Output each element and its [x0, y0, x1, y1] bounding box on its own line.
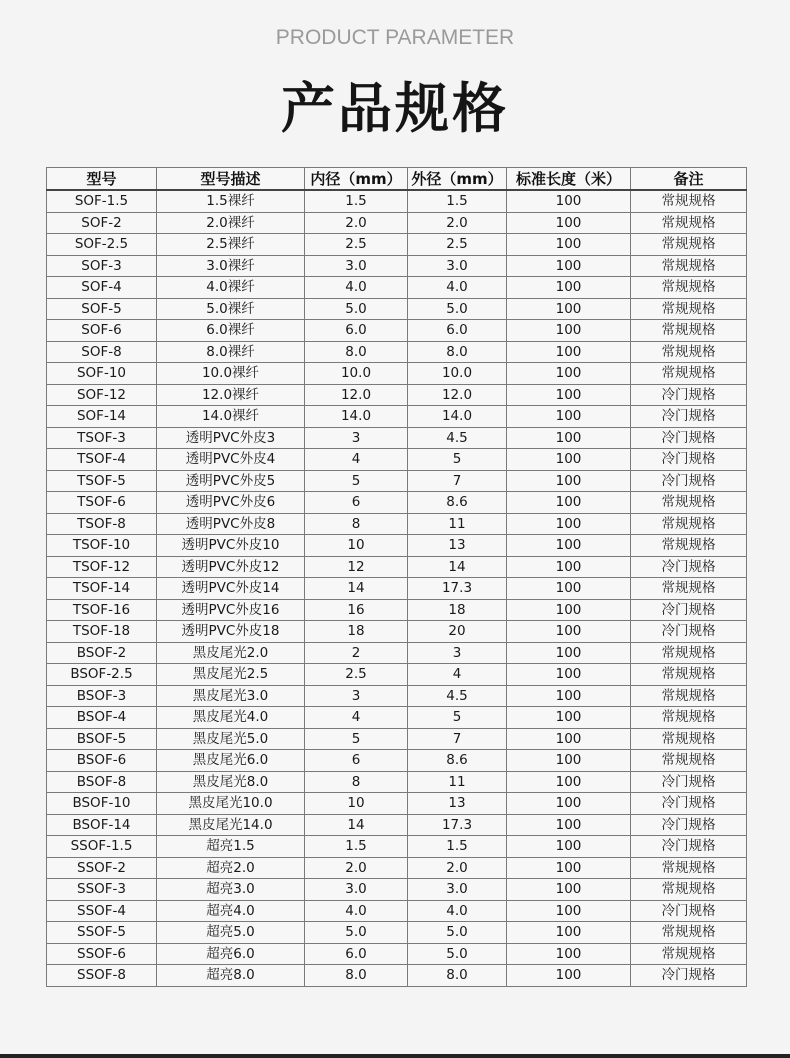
column-header-standard-length: 标准长度（米） — [507, 168, 631, 191]
cell-inner-diameter: 16 — [305, 599, 408, 621]
column-header-description: 型号描述 — [157, 168, 305, 191]
cell-inner-diameter: 2.5 — [305, 234, 408, 256]
cell-outer-diameter: 14.0 — [408, 406, 507, 428]
cell-description: 透明PVC外皮5 — [157, 470, 305, 492]
cell-model: BSOF-5 — [47, 728, 157, 750]
column-header-outer-diameter: 外径（mm） — [408, 168, 507, 191]
cell-model: SOF-4 — [47, 277, 157, 299]
cell-model: BSOF-14 — [47, 814, 157, 836]
cell-inner-diameter: 3 — [305, 427, 408, 449]
cell-model: BSOF-6 — [47, 750, 157, 772]
cell-model: SSOF-3 — [47, 879, 157, 901]
table-row — [47, 535, 747, 557]
cell-model: SOF-14 — [47, 406, 157, 428]
cell-inner-diameter: 12.0 — [305, 384, 408, 406]
cell-description: 黑皮尾光6.0 — [157, 750, 305, 772]
cell-inner-diameter: 4.0 — [305, 900, 408, 922]
cell-remark: 冷门规格 — [631, 771, 747, 793]
cell-description: 超亮8.0 — [157, 965, 305, 987]
cell-inner-diameter: 4 — [305, 707, 408, 729]
cell-description: 透明PVC外皮8 — [157, 513, 305, 535]
table-row — [47, 427, 747, 449]
table-row — [47, 384, 747, 406]
cell-remark: 冷门规格 — [631, 793, 747, 815]
cell-outer-diameter: 1.5 — [408, 190, 507, 212]
cell-standard-length: 100 — [507, 685, 631, 707]
cell-model: TSOF-6 — [47, 492, 157, 514]
spec-table-header — [47, 168, 747, 191]
cell-inner-diameter: 10 — [305, 535, 408, 557]
table-row — [47, 900, 747, 922]
cell-description: 黑皮尾光4.0 — [157, 707, 305, 729]
cell-description: 2.5裸纤 — [157, 234, 305, 256]
cell-model: SOF-2 — [47, 212, 157, 234]
cell-model: BSOF-2 — [47, 642, 157, 664]
cell-standard-length: 100 — [507, 212, 631, 234]
cell-standard-length: 100 — [507, 664, 631, 686]
cell-standard-length: 100 — [507, 384, 631, 406]
cell-description: 黑皮尾光8.0 — [157, 771, 305, 793]
cell-inner-diameter: 8 — [305, 513, 408, 535]
cell-model: SSOF-4 — [47, 900, 157, 922]
cell-outer-diameter: 12.0 — [408, 384, 507, 406]
cell-outer-diameter: 8.0 — [408, 341, 507, 363]
cell-standard-length: 100 — [507, 857, 631, 879]
cell-outer-diameter: 7 — [408, 470, 507, 492]
cell-description: 超亮3.0 — [157, 879, 305, 901]
cell-model: BSOF-2.5 — [47, 664, 157, 686]
cell-standard-length: 100 — [507, 707, 631, 729]
table-row — [47, 621, 747, 643]
cell-remark: 冷门规格 — [631, 599, 747, 621]
cell-inner-diameter: 2.5 — [305, 664, 408, 686]
cell-model: SSOF-1.5 — [47, 836, 157, 858]
cell-standard-length: 100 — [507, 277, 631, 299]
cell-inner-diameter: 10 — [305, 793, 408, 815]
cell-inner-diameter: 6.0 — [305, 320, 408, 342]
cell-model: BSOF-10 — [47, 793, 157, 815]
cell-remark: 常规规格 — [631, 190, 747, 212]
cell-inner-diameter: 2 — [305, 642, 408, 664]
cell-remark: 常规规格 — [631, 707, 747, 729]
table-row — [47, 341, 747, 363]
cell-inner-diameter: 5.0 — [305, 298, 408, 320]
cell-description: 透明PVC外皮3 — [157, 427, 305, 449]
cell-outer-diameter: 3.0 — [408, 255, 507, 277]
cell-description: 5.0裸纤 — [157, 298, 305, 320]
cell-remark: 常规规格 — [631, 664, 747, 686]
header-row — [47, 168, 747, 191]
cell-inner-diameter: 6 — [305, 750, 408, 772]
cell-description: 透明PVC外皮4 — [157, 449, 305, 471]
cell-model: TSOF-5 — [47, 470, 157, 492]
cell-standard-length: 100 — [507, 836, 631, 858]
cell-description: 透明PVC外皮10 — [157, 535, 305, 557]
cell-outer-diameter: 17.3 — [408, 814, 507, 836]
cell-remark: 常规规格 — [631, 298, 747, 320]
table-row — [47, 212, 747, 234]
cell-description: 透明PVC外皮12 — [157, 556, 305, 578]
cell-model: SOF-12 — [47, 384, 157, 406]
cell-standard-length: 100 — [507, 578, 631, 600]
cell-standard-length: 100 — [507, 535, 631, 557]
table-row — [47, 922, 747, 944]
cell-outer-diameter: 3.0 — [408, 879, 507, 901]
cell-standard-length: 100 — [507, 922, 631, 944]
cell-remark: 冷门规格 — [631, 427, 747, 449]
cell-model: TSOF-8 — [47, 513, 157, 535]
cell-outer-diameter: 2.5 — [408, 234, 507, 256]
cell-remark: 常规规格 — [631, 363, 747, 385]
cell-standard-length: 100 — [507, 814, 631, 836]
cell-description: 透明PVC外皮18 — [157, 621, 305, 643]
cell-description: 超亮2.0 — [157, 857, 305, 879]
cell-remark: 冷门规格 — [631, 900, 747, 922]
cell-remark: 常规规格 — [631, 255, 747, 277]
cell-outer-diameter: 5.0 — [408, 922, 507, 944]
cell-description: 12.0裸纤 — [157, 384, 305, 406]
cell-description: 透明PVC外皮16 — [157, 599, 305, 621]
cell-outer-diameter: 5 — [408, 707, 507, 729]
table-row — [47, 943, 747, 965]
cell-remark: 常规规格 — [631, 943, 747, 965]
cell-remark: 冷门规格 — [631, 556, 747, 578]
cell-remark: 冷门规格 — [631, 965, 747, 987]
cell-inner-diameter: 14 — [305, 814, 408, 836]
table-row — [47, 363, 747, 385]
cell-outer-diameter: 11 — [408, 771, 507, 793]
cell-description: 黑皮尾光14.0 — [157, 814, 305, 836]
cell-description: 2.0裸纤 — [157, 212, 305, 234]
cell-standard-length: 100 — [507, 621, 631, 643]
table-row — [47, 814, 747, 836]
cell-remark: 常规规格 — [631, 750, 747, 772]
cell-description: 10.0裸纤 — [157, 363, 305, 385]
cell-model: SOF-5 — [47, 298, 157, 320]
cell-outer-diameter: 7 — [408, 728, 507, 750]
cell-model: TSOF-18 — [47, 621, 157, 643]
cell-outer-diameter: 5.0 — [408, 943, 507, 965]
cell-outer-diameter: 4.0 — [408, 277, 507, 299]
cell-outer-diameter: 20 — [408, 621, 507, 643]
table-row — [47, 965, 747, 987]
cell-standard-length: 100 — [507, 298, 631, 320]
cell-outer-diameter: 5.0 — [408, 298, 507, 320]
table-row — [47, 298, 747, 320]
cell-description: 黑皮尾光3.0 — [157, 685, 305, 707]
table-row — [47, 449, 747, 471]
cell-outer-diameter: 4 — [408, 664, 507, 686]
cell-standard-length: 100 — [507, 965, 631, 987]
cell-model: TSOF-3 — [47, 427, 157, 449]
cell-description: 6.0裸纤 — [157, 320, 305, 342]
cell-standard-length: 100 — [507, 793, 631, 815]
bottom-divider — [0, 1054, 790, 1058]
cell-standard-length: 100 — [507, 556, 631, 578]
cell-inner-diameter: 2.0 — [305, 857, 408, 879]
table-row — [47, 406, 747, 428]
table-row — [47, 513, 747, 535]
column-header-remark: 备注 — [631, 168, 747, 191]
cell-model: SOF-8 — [47, 341, 157, 363]
cell-standard-length: 100 — [507, 255, 631, 277]
cell-inner-diameter: 14.0 — [305, 406, 408, 428]
cell-remark: 常规规格 — [631, 341, 747, 363]
table-row — [47, 857, 747, 879]
cell-inner-diameter: 5.0 — [305, 922, 408, 944]
cell-inner-diameter: 5 — [305, 470, 408, 492]
cell-standard-length: 100 — [507, 900, 631, 922]
cell-description: 透明PVC外皮6 — [157, 492, 305, 514]
cell-inner-diameter: 3.0 — [305, 879, 408, 901]
cell-remark: 冷门规格 — [631, 836, 747, 858]
cell-remark: 冷门规格 — [631, 621, 747, 643]
cell-description: 透明PVC外皮14 — [157, 578, 305, 600]
cell-outer-diameter: 3 — [408, 642, 507, 664]
cell-description: 黑皮尾光2.5 — [157, 664, 305, 686]
cell-remark: 常规规格 — [631, 728, 747, 750]
cell-standard-length: 100 — [507, 728, 631, 750]
cell-outer-diameter: 6.0 — [408, 320, 507, 342]
cell-remark: 常规规格 — [631, 234, 747, 256]
cell-description: 14.0裸纤 — [157, 406, 305, 428]
cell-inner-diameter: 3.0 — [305, 255, 408, 277]
cell-standard-length: 100 — [507, 341, 631, 363]
page-title: 产品规格 — [281, 77, 509, 140]
table-row — [47, 685, 747, 707]
table-row — [47, 728, 747, 750]
cell-inner-diameter: 6 — [305, 492, 408, 514]
table-row — [47, 470, 747, 492]
table-row — [47, 190, 747, 212]
cell-model: TSOF-4 — [47, 449, 157, 471]
table-row — [47, 771, 747, 793]
table-row — [47, 664, 747, 686]
cell-inner-diameter: 10.0 — [305, 363, 408, 385]
cell-outer-diameter: 8.6 — [408, 750, 507, 772]
cell-remark: 冷门规格 — [631, 814, 747, 836]
cell-outer-diameter: 2.0 — [408, 857, 507, 879]
cell-remark: 常规规格 — [631, 535, 747, 557]
cell-outer-diameter: 5 — [408, 449, 507, 471]
cell-description: 1.5裸纤 — [157, 190, 305, 212]
table-row — [47, 836, 747, 858]
spec-table — [46, 167, 747, 987]
cell-standard-length: 100 — [507, 363, 631, 385]
cell-inner-diameter: 4 — [305, 449, 408, 471]
cell-model: SOF-6 — [47, 320, 157, 342]
cell-outer-diameter: 13 — [408, 793, 507, 815]
cell-standard-length: 100 — [507, 190, 631, 212]
cell-remark: 常规规格 — [631, 277, 747, 299]
cell-remark: 常规规格 — [631, 578, 747, 600]
cell-inner-diameter: 3 — [305, 685, 408, 707]
table-row — [47, 707, 747, 729]
cell-inner-diameter: 8.0 — [305, 341, 408, 363]
cell-description: 超亮4.0 — [157, 900, 305, 922]
cell-model: BSOF-8 — [47, 771, 157, 793]
cell-model: TSOF-14 — [47, 578, 157, 600]
cell-outer-diameter: 17.3 — [408, 578, 507, 600]
cell-standard-length: 100 — [507, 492, 631, 514]
column-header-model: 型号 — [47, 168, 157, 191]
cell-standard-length: 100 — [507, 427, 631, 449]
cell-remark: 冷门规格 — [631, 470, 747, 492]
cell-description: 黑皮尾光5.0 — [157, 728, 305, 750]
cell-model: TSOF-10 — [47, 535, 157, 557]
table-row — [47, 578, 747, 600]
cell-model: TSOF-16 — [47, 599, 157, 621]
cell-outer-diameter: 13 — [408, 535, 507, 557]
cell-description: 超亮5.0 — [157, 922, 305, 944]
cell-remark: 冷门规格 — [631, 449, 747, 471]
cell-standard-length: 100 — [507, 750, 631, 772]
table-row — [47, 320, 747, 342]
cell-model: BSOF-4 — [47, 707, 157, 729]
table-row — [47, 234, 747, 256]
cell-standard-length: 100 — [507, 513, 631, 535]
cell-description: 超亮6.0 — [157, 943, 305, 965]
cell-inner-diameter: 18 — [305, 621, 408, 643]
cell-model: SOF-2.5 — [47, 234, 157, 256]
cell-standard-length: 100 — [507, 470, 631, 492]
cell-description: 8.0裸纤 — [157, 341, 305, 363]
page-subtitle: PRODUCT PARAMETER — [275, 26, 515, 49]
cell-inner-diameter: 14 — [305, 578, 408, 600]
cell-model: SSOF-6 — [47, 943, 157, 965]
cell-standard-length: 100 — [507, 943, 631, 965]
table-row — [47, 750, 747, 772]
table-row — [47, 599, 747, 621]
cell-outer-diameter: 4.5 — [408, 685, 507, 707]
table-row — [47, 255, 747, 277]
cell-remark: 常规规格 — [631, 212, 747, 234]
cell-remark: 常规规格 — [631, 857, 747, 879]
cell-model: SOF-1.5 — [47, 190, 157, 212]
cell-inner-diameter: 5 — [305, 728, 408, 750]
cell-model: BSOF-3 — [47, 685, 157, 707]
column-header-inner-diameter: 内径（mm） — [305, 168, 408, 191]
cell-inner-diameter: 1.5 — [305, 190, 408, 212]
spec-table-body — [47, 190, 747, 986]
table-row — [47, 556, 747, 578]
cell-outer-diameter: 1.5 — [408, 836, 507, 858]
cell-model: SSOF-2 — [47, 857, 157, 879]
table-row — [47, 492, 747, 514]
cell-description: 3.0裸纤 — [157, 255, 305, 277]
cell-remark: 常规规格 — [631, 879, 747, 901]
cell-inner-diameter: 2.0 — [305, 212, 408, 234]
cell-description: 4.0裸纤 — [157, 277, 305, 299]
cell-description: 超亮1.5 — [157, 836, 305, 858]
cell-outer-diameter: 11 — [408, 513, 507, 535]
cell-remark: 常规规格 — [631, 320, 747, 342]
table-row — [47, 642, 747, 664]
cell-standard-length: 100 — [507, 449, 631, 471]
cell-outer-diameter: 8.0 — [408, 965, 507, 987]
cell-remark: 常规规格 — [631, 642, 747, 664]
cell-model: TSOF-12 — [47, 556, 157, 578]
cell-outer-diameter: 2.0 — [408, 212, 507, 234]
cell-standard-length: 100 — [507, 879, 631, 901]
cell-inner-diameter: 6.0 — [305, 943, 408, 965]
cell-standard-length: 100 — [507, 642, 631, 664]
cell-inner-diameter: 1.5 — [305, 836, 408, 858]
cell-inner-diameter: 8 — [305, 771, 408, 793]
cell-standard-length: 100 — [507, 234, 631, 256]
table-row — [47, 277, 747, 299]
cell-standard-length: 100 — [507, 406, 631, 428]
cell-remark: 常规规格 — [631, 513, 747, 535]
cell-outer-diameter: 10.0 — [408, 363, 507, 385]
cell-outer-diameter: 4.5 — [408, 427, 507, 449]
cell-remark: 常规规格 — [631, 492, 747, 514]
cell-outer-diameter: 14 — [408, 556, 507, 578]
cell-outer-diameter: 18 — [408, 599, 507, 621]
cell-outer-diameter: 8.6 — [408, 492, 507, 514]
cell-remark: 冷门规格 — [631, 384, 747, 406]
cell-remark: 常规规格 — [631, 922, 747, 944]
cell-standard-length: 100 — [507, 320, 631, 342]
cell-model: SOF-10 — [47, 363, 157, 385]
cell-remark: 常规规格 — [631, 685, 747, 707]
cell-inner-diameter: 8.0 — [305, 965, 408, 987]
table-row — [47, 879, 747, 901]
cell-outer-diameter: 4.0 — [408, 900, 507, 922]
cell-model: SOF-3 — [47, 255, 157, 277]
cell-remark: 冷门规格 — [631, 406, 747, 428]
cell-model: SSOF-8 — [47, 965, 157, 987]
cell-model: SSOF-5 — [47, 922, 157, 944]
table-row — [47, 793, 747, 815]
cell-inner-diameter: 12 — [305, 556, 408, 578]
cell-description: 黑皮尾光2.0 — [157, 642, 305, 664]
cell-inner-diameter: 4.0 — [305, 277, 408, 299]
cell-description: 黑皮尾光10.0 — [157, 793, 305, 815]
cell-standard-length: 100 — [507, 599, 631, 621]
cell-standard-length: 100 — [507, 771, 631, 793]
